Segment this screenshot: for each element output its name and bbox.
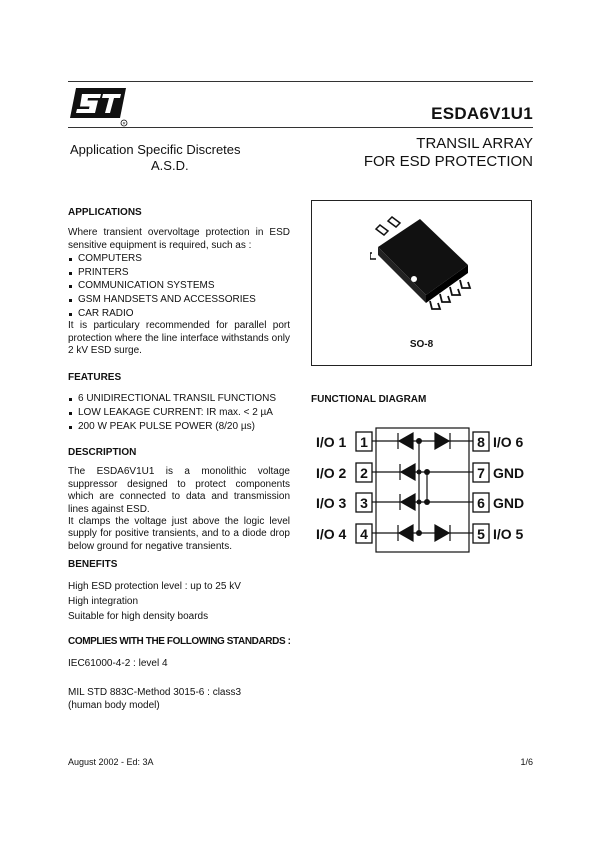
- pin-number-left: 4: [360, 526, 368, 542]
- subtitle-line-2: FOR ESD PROTECTION: [363, 153, 533, 170]
- pin-name-right: GND: [493, 495, 525, 511]
- top-rule: [68, 81, 533, 82]
- subtitle-line-1: TRANSIL ARRAY: [416, 135, 533, 152]
- pin-number-right: 5: [477, 526, 485, 542]
- header-rule: [68, 127, 533, 128]
- part-number: ESDA6V1U1: [431, 104, 533, 123]
- pin-name-left: I/O 2: [316, 465, 347, 481]
- so8-package-illustration: [370, 213, 480, 313]
- pin-number-left: 2: [360, 465, 368, 481]
- standards-item-2-line-2: (human body model): [68, 699, 160, 711]
- list-item: 6 UNIDIRECTIONAL TRANSIL FUNCTIONS: [68, 392, 290, 406]
- package-label: SO-8: [409, 339, 434, 350]
- benefits-item: High integration: [68, 596, 139, 608]
- standards-item-2-line-1: MIL STD 883C-Method 3015-6 : class3: [68, 687, 242, 699]
- applications-list: [68, 252, 290, 320]
- applications-note: It is particulary recommended for parallel port protection where the line interface withstands only 2 kV ESD surge.: [68, 320, 290, 356]
- category-line-2: A.S.D.: [151, 158, 189, 173]
- pin-number-left: 1: [360, 434, 368, 450]
- svg-text:R: R: [122, 120, 126, 126]
- benefits-item: High ESD protection level : up to 25 kV: [68, 581, 241, 593]
- description-para-1: The ESDA6V1U1 is a monolithic voltage suppressor designed to protect components which are connected to data and transmission lines against ESD.: [68, 466, 290, 515]
- description-section: [68, 447, 290, 553]
- pin-number-right: 8: [477, 434, 485, 450]
- list-item: COMPUTERS: [68, 252, 290, 266]
- applications-title: APPLICATIONS: [68, 207, 142, 218]
- list-item: LOW LEAKAGE CURRENT: IR max. < 2 µA: [68, 406, 290, 420]
- standards-title: COMPLIES WITH THE FOLLOWING STANDARDS :: [68, 636, 291, 647]
- list-item: PRINTERS: [68, 266, 290, 280]
- features-section: [68, 372, 290, 433]
- description-para-2: It clamps the voltage just above the logic level supply for positive transients, and to a diode drop below ground for negative transients.: [68, 516, 290, 552]
- pin-name-right: I/O 5: [493, 526, 524, 542]
- footer-date-edition: August 2002 - Ed: 3A: [68, 757, 154, 767]
- category-line-1: Application Specific Discretes: [70, 142, 241, 157]
- features-list: [68, 392, 290, 433]
- list-item: CAR RADIO: [68, 307, 290, 321]
- pin-number-right: 6: [477, 495, 485, 511]
- list-item: GSM HANDSETS AND ACCESSORIES: [68, 293, 290, 307]
- applications-section: [68, 207, 290, 357]
- list-item: 200 W PEAK PULSE POWER (8/20 µs): [68, 420, 290, 434]
- st-logo: [68, 88, 130, 128]
- applications-intro: Where transient overvoltage protection in ESD sensitive equipment is required, such as :: [68, 227, 290, 251]
- benefits-section: [68, 559, 290, 624]
- pin-name-left: I/O 1: [316, 434, 347, 450]
- features-title: FEATURES: [68, 372, 122, 383]
- benefits-item: Suitable for high density boards: [68, 611, 209, 623]
- standards-section: [68, 636, 308, 712]
- description-title: DESCRIPTION: [68, 447, 137, 458]
- standards-item-1: IEC61000-4-2 : level 4: [68, 658, 168, 670]
- pin-number-right: 7: [477, 465, 485, 481]
- pin-name-right: I/O 6: [493, 434, 524, 450]
- pin-name-right: GND: [493, 465, 525, 481]
- pin-name-left: I/O 4: [316, 526, 347, 542]
- benefits-title: BENEFITS: [68, 559, 118, 570]
- list-item: COMMUNICATION SYSTEMS: [68, 279, 290, 293]
- functional-diagram: [311, 420, 533, 560]
- package-box: [311, 200, 532, 366]
- pin-number-left: 3: [360, 495, 368, 511]
- functional-diagram-title: FUNCTIONAL DIAGRAM: [311, 394, 427, 405]
- pin-name-left: I/O 3: [316, 495, 347, 511]
- footer-page-number: 1/6: [520, 757, 533, 767]
